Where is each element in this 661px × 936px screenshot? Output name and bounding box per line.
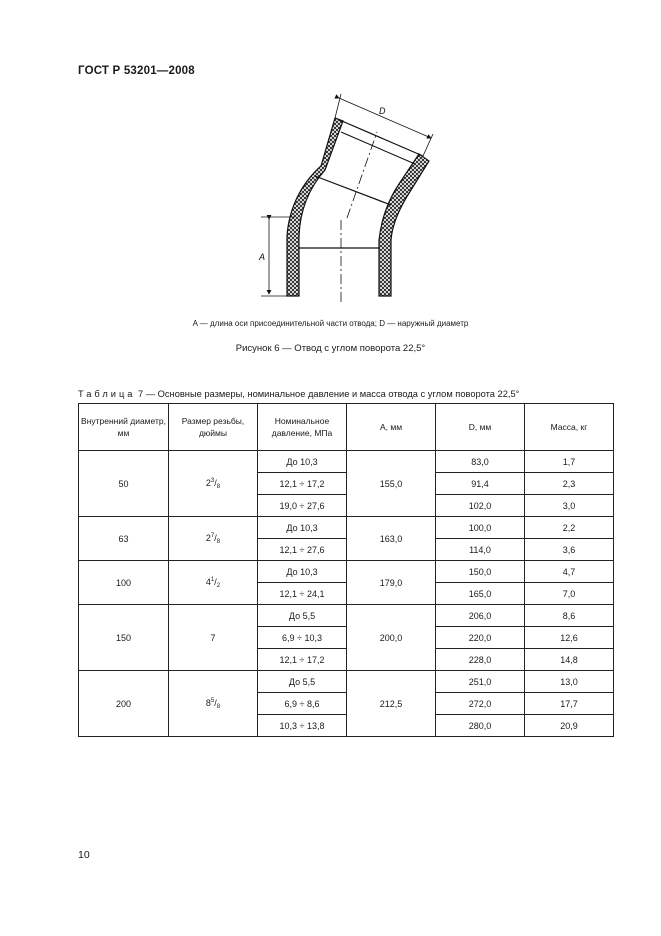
cell-mass: 17,7 — [525, 693, 614, 715]
table-title-word: Таблица — [78, 389, 136, 399]
cell-d: 83,0 — [436, 451, 525, 473]
thread-whole: 8 — [205, 697, 211, 708]
thread-denominator: 8 — [216, 538, 221, 545]
cell-mass: 2,3 — [525, 473, 614, 495]
standard-header: ГОСТ Р 53201—2008 — [78, 65, 195, 77]
table-row — [79, 605, 614, 627]
cell-a: 179,0 — [347, 561, 436, 605]
figure-caption: Рисунок 6 — Отвод с углом поворота 22,5° — [235, 343, 426, 354]
cell-thread-size: $4^1/_2$ — [169, 561, 258, 605]
cell-pressure: 12,1 ÷ 17,2 — [258, 649, 347, 671]
cell-inner-diameter: 50 — [79, 451, 169, 517]
cell-mass: 8,6 — [525, 605, 614, 627]
cell-inner-diameter: 63 — [79, 517, 169, 561]
cell-pressure: 6,9 ÷ 10,3 — [258, 627, 347, 649]
table-row — [79, 561, 614, 583]
cell-d: 114,0 — [436, 539, 525, 561]
header-d: D, мм — [436, 404, 525, 451]
cell-pressure: 12,1 ÷ 17,2 — [258, 473, 347, 495]
cell-mass: 7,0 — [525, 583, 614, 605]
cell-d: 251,0 — [436, 671, 525, 693]
cell-inner-diameter: 150 — [79, 605, 169, 671]
thread-denominator: 2 — [216, 582, 221, 589]
dimensions-table — [78, 403, 614, 737]
header-thread-size: Размер резьбы, дюймы — [169, 404, 258, 451]
cell-a: 163,0 — [347, 517, 436, 561]
cell-d: 280,0 — [436, 715, 525, 737]
header-mass: Масса, кг — [525, 404, 614, 451]
table-title-text: 7 — Основные размеры, номинальное давление и масса отвода с углом поворота 22,5° — [138, 389, 520, 399]
page-number: 10 — [78, 849, 90, 861]
cell-pressure: 19,0 ÷ 27,6 — [258, 495, 347, 517]
cell-d: 272,0 — [436, 693, 525, 715]
cell-mass: 3,6 — [525, 539, 614, 561]
cell-thread-size: $2^3/_8$ — [169, 451, 258, 517]
thread-denominator: 8 — [216, 483, 221, 490]
pipe-right-wall — [379, 154, 429, 296]
table-container — [78, 403, 613, 737]
thread-denominator: 8 — [216, 703, 221, 710]
table-row — [79, 517, 614, 539]
thread-numerator: 5 — [210, 697, 215, 704]
thread-whole: 4 — [205, 576, 211, 587]
cell-pressure: До 10,3 — [258, 517, 347, 539]
thread-numerator: 1 — [210, 576, 215, 583]
cell-mass: 3,0 — [525, 495, 614, 517]
cell-thread-size: $2^7/_8$ — [169, 517, 258, 561]
table-row — [79, 451, 614, 473]
d-extension-right — [423, 134, 433, 156]
top-edge-line — [335, 118, 423, 156]
thread-numerator: 3 — [210, 477, 215, 484]
cell-pressure: 12,1 ÷ 27,6 — [258, 539, 347, 561]
cell-pressure: 10,3 ÷ 13,8 — [258, 715, 347, 737]
table-row — [79, 671, 614, 693]
cell-a: 200,0 — [347, 605, 436, 671]
cell-d: 165,0 — [436, 583, 525, 605]
d-extension-left — [335, 94, 341, 118]
cell-thread-size — [169, 605, 258, 671]
cell-d: 228,0 — [436, 649, 525, 671]
cell-pressure: До 10,3 — [258, 451, 347, 473]
cell-d: 91,4 — [436, 473, 525, 495]
cell-mass: 13,0 — [525, 671, 614, 693]
thread-whole: 7 — [210, 632, 216, 643]
cell-inner-diameter: 100 — [79, 561, 169, 605]
d-dimension-line — [339, 98, 431, 138]
cell-mass: 4,7 — [525, 561, 614, 583]
cell-mass: 20,9 — [525, 715, 614, 737]
cell-pressure: До 5,5 — [258, 671, 347, 693]
cell-d: 220,0 — [436, 627, 525, 649]
thread-numerator: 7 — [210, 532, 215, 539]
thread-whole: 2 — [205, 477, 211, 488]
cell-thread-size: $8^5/_8$ — [169, 671, 258, 737]
header-inner-diameter: Внутренний диаметр, мм — [79, 404, 169, 451]
cell-mass: 2,2 — [525, 517, 614, 539]
table-title — [78, 389, 519, 399]
cell-a: 155,0 — [347, 451, 436, 517]
cell-pressure: 12,1 ÷ 24,1 — [258, 583, 347, 605]
cell-d: 100,0 — [436, 517, 525, 539]
header-a: A, мм — [347, 404, 436, 451]
table-body — [79, 451, 614, 737]
cell-pressure: 6,9 ÷ 8,6 — [258, 693, 347, 715]
elbow-22-5-drawing — [255, 88, 445, 306]
cell-inner-diameter: 200 — [79, 671, 169, 737]
cell-d: 150,0 — [436, 561, 525, 583]
cell-mass: 14,8 — [525, 649, 614, 671]
d-label: D — [379, 106, 386, 116]
cell-mass: 1,7 — [525, 451, 614, 473]
thread-whole: 2 — [205, 532, 211, 543]
cell-pressure: До 10,3 — [258, 561, 347, 583]
cell-d: 206,0 — [436, 605, 525, 627]
cell-mass: 12,6 — [525, 627, 614, 649]
a-label: A — [259, 252, 266, 262]
cell-a: 212,5 — [347, 671, 436, 737]
cell-d: 102,0 — [436, 495, 525, 517]
figure-legend: A — длина оси присоединительной части отвода; D — наружный диаметр — [192, 319, 469, 328]
pipe-left-wall — [287, 118, 343, 296]
cell-pressure: До 5,5 — [258, 605, 347, 627]
table-header-row — [79, 404, 614, 451]
axis-upper — [347, 132, 377, 218]
header-pressure: Номинальное давление, МПа — [258, 404, 347, 451]
